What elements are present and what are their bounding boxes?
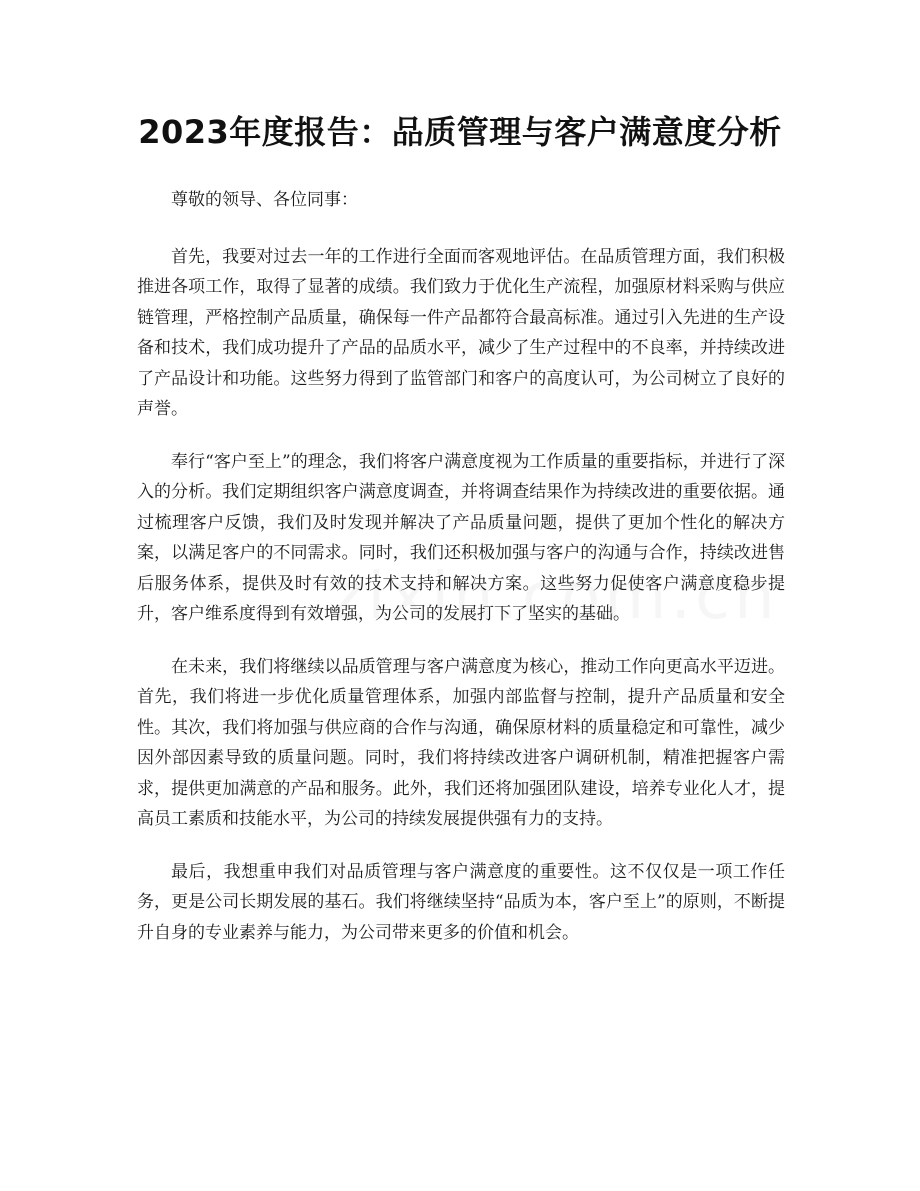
document-body <box>137 185 785 970</box>
paragraph-future-plan: 在未来，我们将继续以品质管理与客户满意度为核心，推动工作向更高水平迈进。首先，我们将进一步优化质量管理体系，加强内部监督与控制，提升产品质量和安全性。其次，我们将加强与供应商的合作与沟通，确保原材料的质量稳定和可靠性，减少因外部因素导致的质量问题。同时，我们将持续改进客户调研机制，精准把握客户需求，提供更加满意的产品和服务。此外，我们还将加强团队建设，培养专业化人才，提高员工素质和技能水平，为公司的持续发展提供强有力的支持。 <box>137 656 785 829</box>
paragraph-customer-satisfaction: 奉行“客户至上”的理念，我们将客户满意度视为工作质量的重要指标，并进行了深入的分析。我们定期组织客户满意度调查，并将调查结果作为持续改进的重要依据。通过梳理客户反馈，我们及时发现并解决了产品质量问题，提供了更加个性化的解决方案，以满足客户的不同需求。同时，我们还积极加强与客户的沟通与合作，持续改进售后服务体系，提供及时有效的技术支持和解决方案。这些努力促使客户满意度稳步提升，客户维系度得到有效增强，为公司的发展打下了坚实的基础。 <box>137 451 785 624</box>
paragraph-conclusion: 最后，我想重申我们对品质管理与客户满意度的重要性。这不仅仅是一项工作任务，更是公司长期发展的基石。我们将继续坚持“品质为本，客户至上”的原则，不断提升自身的专业素养与能力，为公司带来更多的价值和机会。 <box>137 861 785 943</box>
paragraph-quality-review: 首先，我要对过去一年的工作进行全面而客观地评估。在品质管理方面，我们积极推进各项工作，取得了显著的成绩。我们致力于优化生产流程，加强原材料采购与供应链管理，严格控制产品质量，确保每一件产品都符合最高标准。通过引入先进的生产设备和技术，我们成功提升了产品的品质水平，减少了生产过程中的不良率，并持续改进了产品设计和功能。这些努力得到了监管部门和客户的高度认可，为公司树立了良好的声誉。 <box>137 246 785 419</box>
greeting-line: 尊敬的领导、各位同事： <box>171 190 358 210</box>
document-title: 2023年度报告：品质管理与客户满意度分析 <box>138 113 782 151</box>
